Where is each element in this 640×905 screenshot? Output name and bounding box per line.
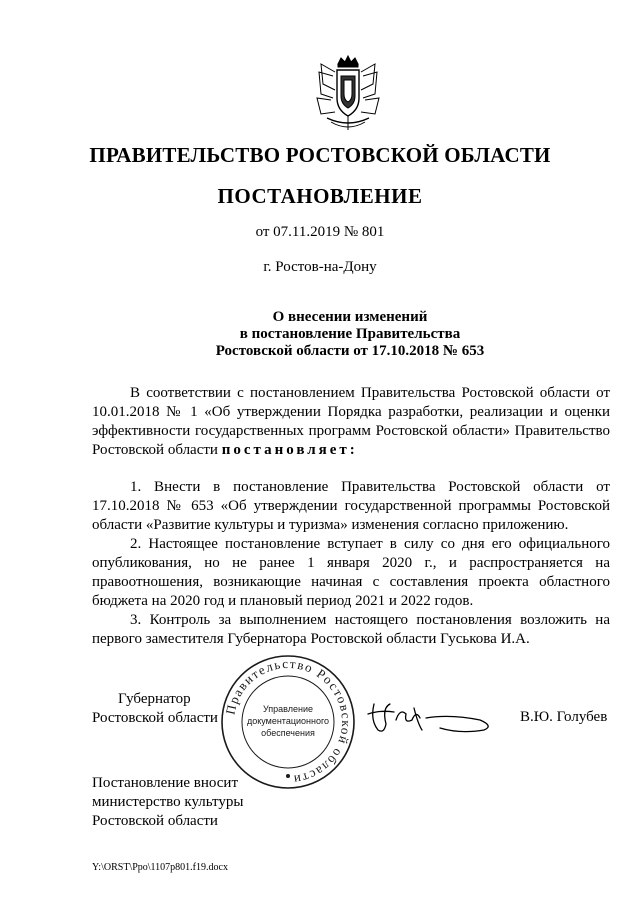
- document-type: ПОСТАНОВЛЕНИЕ: [217, 184, 423, 208]
- introduced-by-line-2: министерство культуры: [92, 794, 244, 810]
- introduced-by-line-1: Постановление вносит: [92, 775, 239, 791]
- item-2: 2. Настоящее постановление вступает в силу со дня его официального опубликования, но не ранее 1 января 2020 г., и распространяется на правоотношения, возникающие начиная с составления проекта областного бюджета на 2020 год и плановый период 2021 и 2022 годов.: [92, 536, 610, 609]
- signatory-name: В.Ю. Голубев: [520, 709, 608, 725]
- official-stamp: [218, 652, 358, 792]
- signatory-position: [92, 690, 218, 728]
- introduced-by-line-3: Ростовской области: [92, 813, 218, 829]
- introduced-by: [92, 774, 244, 831]
- subject-line-3: Ростовской области от 17.10.2018 № 653: [215, 343, 485, 359]
- stamp-center-line-3: обеспечения: [261, 728, 315, 738]
- stamp-center-line-1: Управление: [262, 704, 314, 714]
- position-line-2: Ростовской области: [92, 710, 218, 726]
- stamp-center-line-2: документационного: [246, 716, 330, 726]
- subject-line-1: О внесении изменений: [272, 309, 428, 325]
- resolution-keyword: постановляет:: [221, 442, 358, 458]
- government-title: ПРАВИТЕЛЬСТВО РОСТОВСКОЙ ОБЛАСТИ: [89, 143, 551, 167]
- coat-of-arms-icon: [313, 54, 383, 134]
- item-3: 3. Контроль за выполнением настоящего постановления возложить на первого заместителя Губернатора Ростовской области Гуськова И.А.: [92, 612, 610, 647]
- date-number: от 07.11.2019 № 801: [255, 224, 385, 240]
- item-1: 1. Внести в постановление Правительства Ростовской области от 17.10.2018 № 653 «Об утверждении государственной программы Ростовской области «Развитие культуры и туризма» изменения согласно приложению.: [92, 479, 610, 533]
- subject-line-2: в постановление Правительства: [239, 326, 461, 342]
- document-subject: [120, 309, 580, 360]
- resolution-items: [92, 478, 610, 649]
- file-path-footer: Y:\ORST\Ppo\1107p801.f19.docx: [92, 862, 228, 873]
- position-line-1: Губернатор: [118, 691, 191, 707]
- city: г. Ростов-на-Дону: [263, 259, 377, 275]
- preamble: [92, 384, 610, 460]
- stamp-ring-text: Правительство Ростовской области: [222, 655, 355, 788]
- preamble-text: В соответствии с постановлением Правительства Ростовской области от 10.01.2018 № 1 «Об утверждении Порядка разработки, реализации и оценки эффективности государственных программ Ростовской области» Правительство Ростовской области: [92, 385, 610, 458]
- handwritten-signature: [360, 690, 500, 740]
